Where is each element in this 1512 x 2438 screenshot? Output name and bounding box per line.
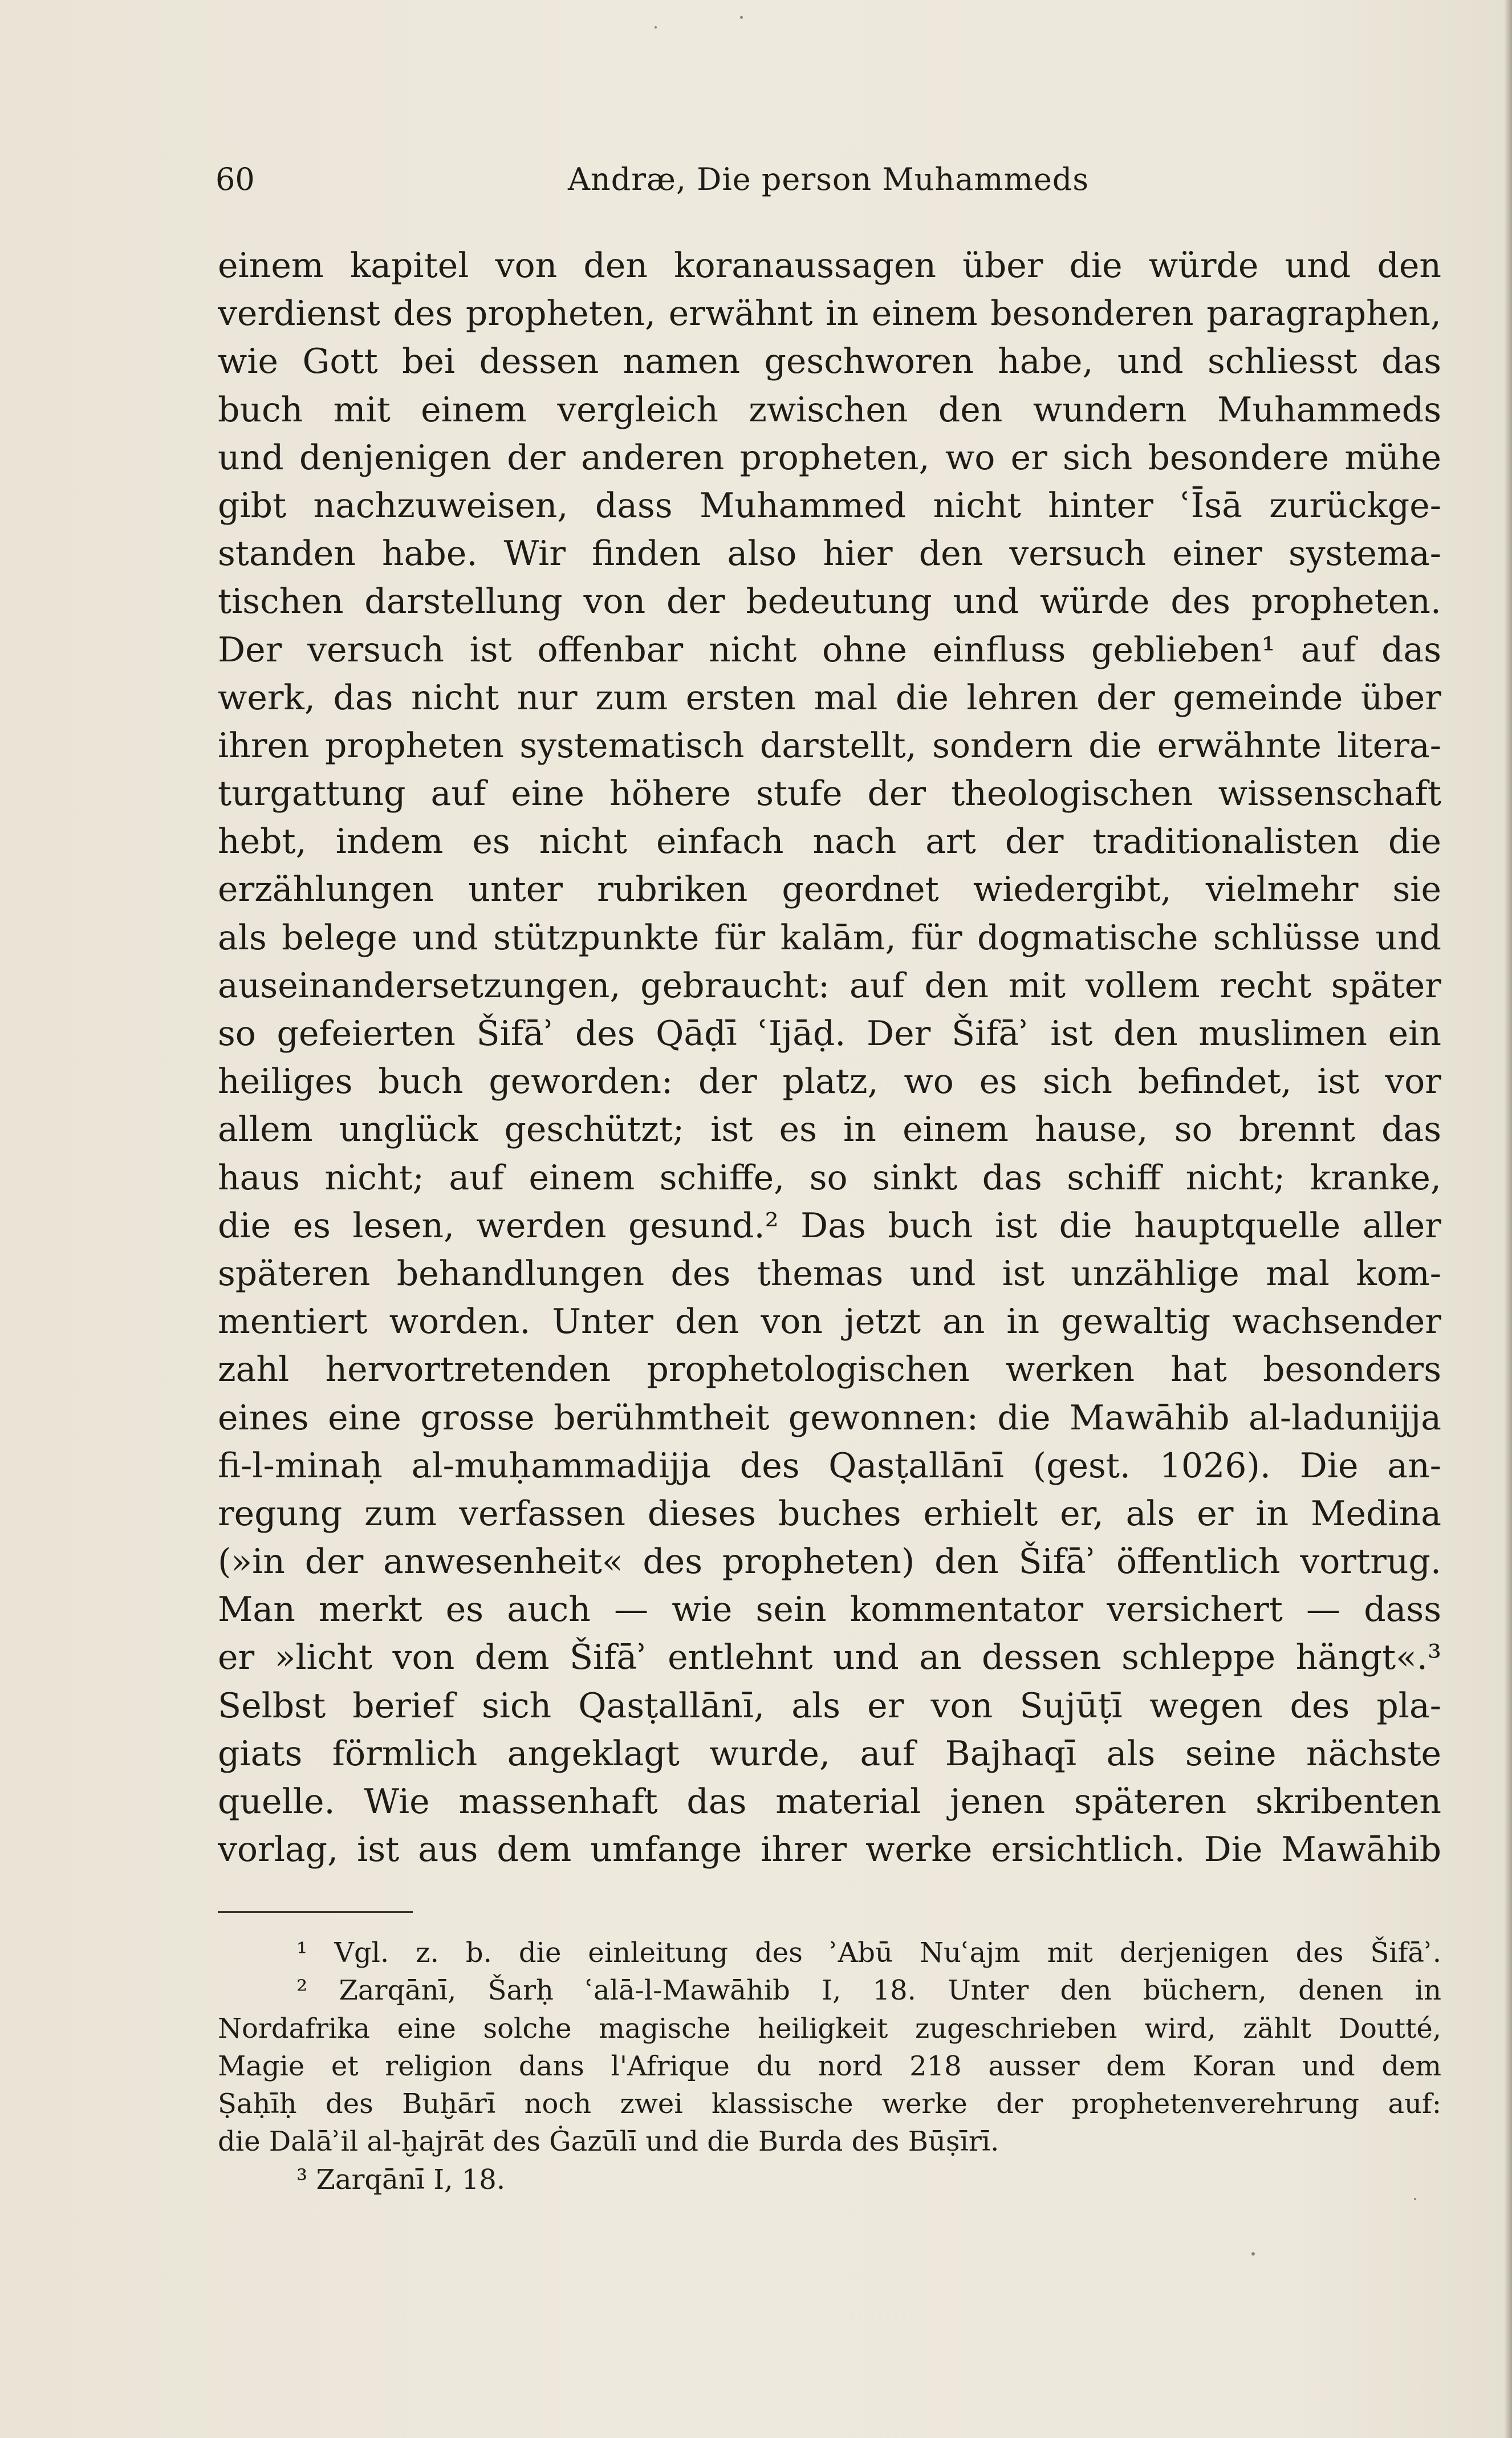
body-line: gibt nachzuweisen, dass Muhammed nicht hinter ʿĪsā zurückge- [218, 485, 1441, 526]
body-line: verdienst des propheten, erwähnt in einem besonderen paragraphen, [218, 294, 1441, 334]
running-title: Andræ, Die person Muhammeds [567, 161, 1090, 197]
body-line: so gefeierten Šifāʾ des Qāḍī ʿIjāḍ. Der Šifāʾ ist den muslimen ein [218, 1014, 1441, 1054]
body-line: haus nicht; auf einem schiffe, so sinkt das schiff nicht; kranke, [218, 1157, 1441, 1198]
body-line: und denjenigen der anderen propheten, wo er sich besondere mühe [218, 437, 1441, 478]
body-line: die es lesen, werden gesund.² Das buch ist die hauptquelle aller [218, 1205, 1441, 1246]
body-line: werk, das nicht nur zum ersten mal die lehren der gemeinde über [218, 677, 1441, 718]
footnote-2-continuation: die Dalāʾil al-ḫajrāt des Ġazūlī und die Burda des Būṣīrī. [218, 2126, 999, 2158]
body-line: wie Gott bei dessen namen geschworen habe, und schliesst das [218, 342, 1441, 382]
body-line: er »licht von dem Šifāʾ entlehnt und an dessen schleppe hängt«.³ [218, 1637, 1441, 1678]
body-line: giats förmlich angeklagt wurde, auf Bajhaqī als seine nächste [218, 1733, 1441, 1774]
body-line: quelle. Wie massenhaft das material jenen späteren skribenten [218, 1782, 1441, 1822]
footnote-1: ¹ Vgl. z. b. die einleitung des ʾAbū Nuʿajm mit derjenigen des Šifāʾ. [296, 1937, 1441, 1969]
body-line: buch mit einem vergleich zwischen den wundern Muhammeds [218, 389, 1441, 430]
page-header [216, 157, 1441, 202]
body-line: Der versuch ist offenbar nicht ohne einfluss geblieben¹ auf das [218, 629, 1441, 670]
body-line: Selbst berief sich Qasṭallānī, als er von Sujūṭī wegen des pla- [218, 1685, 1441, 1726]
paper-speck [1251, 2252, 1255, 2256]
page-number: 60 [216, 161, 255, 197]
body-line: allem unglück geschützt; ist es in einem hause, so brennt das [218, 1110, 1441, 1150]
body-line: Man merkt es auch — wie sein kommentator versichert — dass [218, 1590, 1441, 1630]
footnote-3: ³ Zarqānī I, 18. [296, 2163, 506, 2196]
body-line: hebt, indem es nicht einfach nach art der traditionalisten die [218, 822, 1441, 862]
paper-speck [655, 26, 657, 29]
body-line: auseinandersetzungen, gebraucht: auf den mit vollem recht später [218, 965, 1441, 1006]
body-line: regung zum verfassen dieses buches erhielt er, als er in Medina [218, 1493, 1441, 1534]
body-line: zahl hervortretenden prophetologischen werken hat besonders [218, 1350, 1441, 1390]
body-line: vorlag, ist aus dem umfange ihrer werke ersichtlich. Die Mawāhib [218, 1830, 1441, 1870]
footnote-divider [218, 1911, 413, 1913]
body-line: standen habe. Wir finden also hier den versuch einer systema- [218, 534, 1441, 574]
body-line: als belege und stützpunkte für kalām, für dogmatische schlüsse und [218, 917, 1441, 958]
body-line: fi-l-minaḥ al-muḥammadijja des Qasṭallānī (gest. 1026). Die an- [218, 1445, 1441, 1486]
footnote-2: ² Zarqānī, Šarḥ ʿalā-l-Mawāhib I, 18. Unter den büchern, denen in [296, 1974, 1441, 2007]
footnote-2-continuation: Ṣaḥīḥ des Buḫārī noch zwei klassische werke der prophetenverehrung auf: [218, 2088, 1441, 2120]
body-text [218, 242, 1441, 1874]
body-line: späteren behandlungen des themas und ist unzählige mal kom- [218, 1253, 1441, 1294]
body-line: tischen darstellung von der bedeutung und würde des propheten. [218, 582, 1441, 622]
paper-speck [740, 16, 743, 19]
body-line: turgattung auf eine höhere stufe der theologischen wissenschaft [218, 774, 1441, 814]
body-line: (»in der anwesenheit« des propheten) den Šifāʾ öffentlich vortrug. [218, 1542, 1441, 1582]
paper-speck [1414, 2198, 1416, 2200]
body-line: heiliges buch geworden: der platz, wo es sich befindet, ist vor [218, 1062, 1441, 1102]
footnote-2-continuation: Magie et religion dans l'Afrique du nord 218 ausser dem Koran und dem [218, 2050, 1441, 2082]
body-line: eines eine grosse berühmtheit gewonnen: die Mawāhib al-ladunijja [218, 1397, 1441, 1438]
footnotes [218, 1934, 1441, 2199]
body-line: einem kapitel von den koranaussagen über die würde und den [218, 246, 1441, 286]
body-line: erzählungen unter rubriken geordnet wiedergibt, vielmehr sie [218, 869, 1441, 910]
body-line: mentiert worden. Unter den von jetzt an in gewaltig wachsender [218, 1302, 1441, 1342]
page-edge-shadow [1504, 0, 1512, 2438]
footnote-2-continuation: Nordafrika eine solche magische heiligkeit zugeschrieben wird, zählt Doutté, [218, 2012, 1441, 2045]
body-line: ihren propheten systematisch darstellt, sondern die erwähnte litera- [218, 725, 1441, 766]
